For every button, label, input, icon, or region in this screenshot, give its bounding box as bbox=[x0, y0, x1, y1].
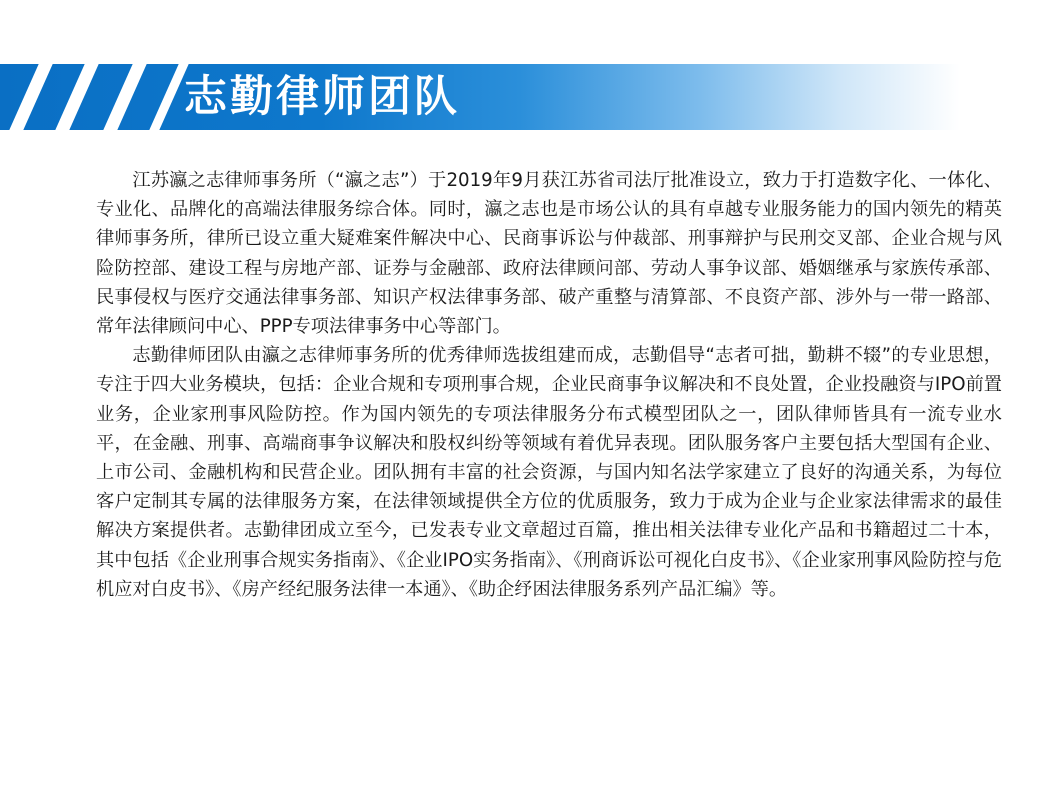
header-banner bbox=[0, 64, 1045, 130]
body-text bbox=[96, 166, 1002, 604]
paragraph-firm-intro: 江苏瀛之志律师事务所（“瀛之志”）于2019年9月获江苏省司法厅批准设立，致力于打造数字化、一体化、专业化、品牌化的高端法律服务综合体。同时，瀛之志也是市场公认的具有卓越专业服务能力的国内领先的精英律师事务所，律所已设立重大疑难案件解决中心、民商事诉讼与仲裁部、刑事辩护与民刑交叉部、企业合规与风险防控部、建设工程与房地产部、证券与金融部、政府法律顾问部、劳动人事争议部、婚姻继承与家族传承部、民事侵权与医疗交通法律事务部、知识产权法律事务部、破产重整与清算部、不良资产部、涉外与一带一路部、常年法律顾问中心、PPP专项法律事务中心等部门。 bbox=[96, 170, 1002, 338]
page-title: 志勤律师团队 bbox=[184, 72, 460, 122]
paragraph-team-intro: 志勤律师团队由瀛之志律师事务所的优秀律师选拔组建而成，志勤倡导“志者可拙，勤耕不辍”的专业思想，专注于四大业务模块，包括：企业合规和专项刑事合规，企业民商事争议解决和不良处置，企业投融资与IPO前置业务，企业家刑事风险防控。作为国内领先的专项法律服务分布式模型团队之一，团队律师皆具有一流专业水平，在金融、刑事、高端商事争议解决和股权纠纷等领域有着优异表现。团队服务客户主要包括大型国有企业、上市公司、金融机构和民营企业。团队拥有丰富的社会资源，与国内知名法学家建立了良好的沟通关系，为每位客户定制其专属的法律服务方案，在法律领域提供全方位的优质服务，致力于成为企业与企业家法律需求的最佳解决方案提供者。志勤律团成立至今，已发表专业文章超过百篇，推出相关法律专业化产品和书籍超过二十本，其中包括《企业刑事合规实务指南》、《企业IPO实务指南》、《刑商诉讼可视化白皮书》、《企业家刑事风险防控与危机应对白皮书》、《房产经纪服务法律一本通》、《助企纾困法律服务系列产品汇编》等。 bbox=[96, 345, 1002, 600]
